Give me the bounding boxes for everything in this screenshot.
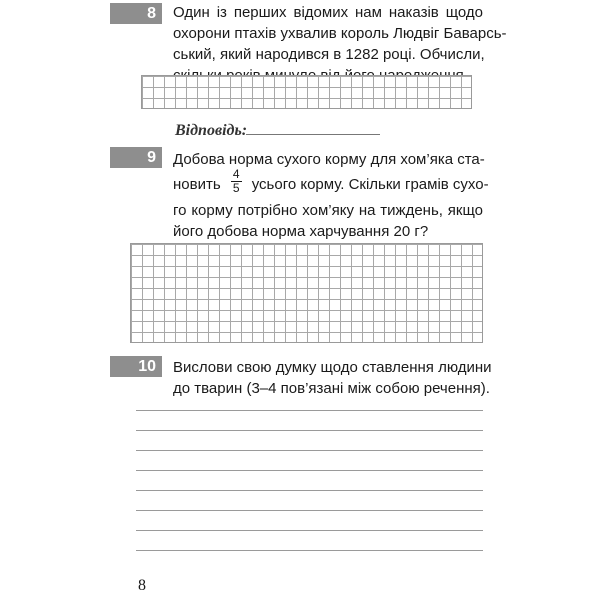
text-line: ський, який народився в 1282 році. Обчисли,: [173, 46, 485, 63]
text-line: Вислови свою думку щодо ставлення людини: [173, 359, 492, 376]
text-fragment: усього корму. Скільки грамів сухо-: [251, 176, 489, 193]
writing-line[interactable]: [136, 430, 483, 431]
task-number-badge: [110, 3, 162, 24]
task-number: 10: [138, 358, 156, 375]
task-number-badge: [110, 147, 162, 168]
text-line-with-fraction: [173, 166, 489, 200]
writing-line[interactable]: [136, 530, 483, 531]
fraction: [231, 168, 242, 195]
writing-line[interactable]: [136, 490, 483, 491]
fraction-numerator: 4: [232, 166, 240, 181]
writing-line[interactable]: [136, 450, 483, 451]
text-line: го корму потрібно хом’яку на тиждень, якщо: [173, 202, 483, 219]
task-number-badge: [110, 356, 162, 377]
text-fragment: новить: [173, 176, 221, 193]
text-line: його добова норма харчування 20 г?: [173, 223, 429, 240]
answer-field[interactable]: [246, 134, 380, 135]
text-line: Один із перших відомих нам наказів щодо: [173, 4, 483, 21]
writing-line[interactable]: [136, 410, 483, 411]
fraction-denominator: 5: [232, 180, 240, 195]
writing-line[interactable]: [136, 470, 483, 471]
writing-line[interactable]: [136, 510, 483, 511]
task-number: 9: [147, 149, 156, 166]
task-10-text: [173, 357, 492, 399]
page-number: 8: [138, 577, 146, 594]
answer-label: Відповідь:: [175, 122, 248, 139]
task-9-text: [173, 149, 489, 242]
text-line: до тварин (3–4 пов’язані між собою речення).: [173, 380, 490, 397]
text-line: охорони птахів ухвалив король Людвіг Баварсь-: [173, 25, 507, 42]
calculation-grid[interactable]: [141, 75, 472, 109]
calculation-grid[interactable]: [130, 243, 483, 343]
writing-line[interactable]: [136, 550, 483, 551]
task-8-text: [173, 2, 507, 86]
text-line: Добова норма сухого корму для хом’яка ста-: [173, 151, 485, 168]
task-number: 8: [147, 5, 156, 22]
